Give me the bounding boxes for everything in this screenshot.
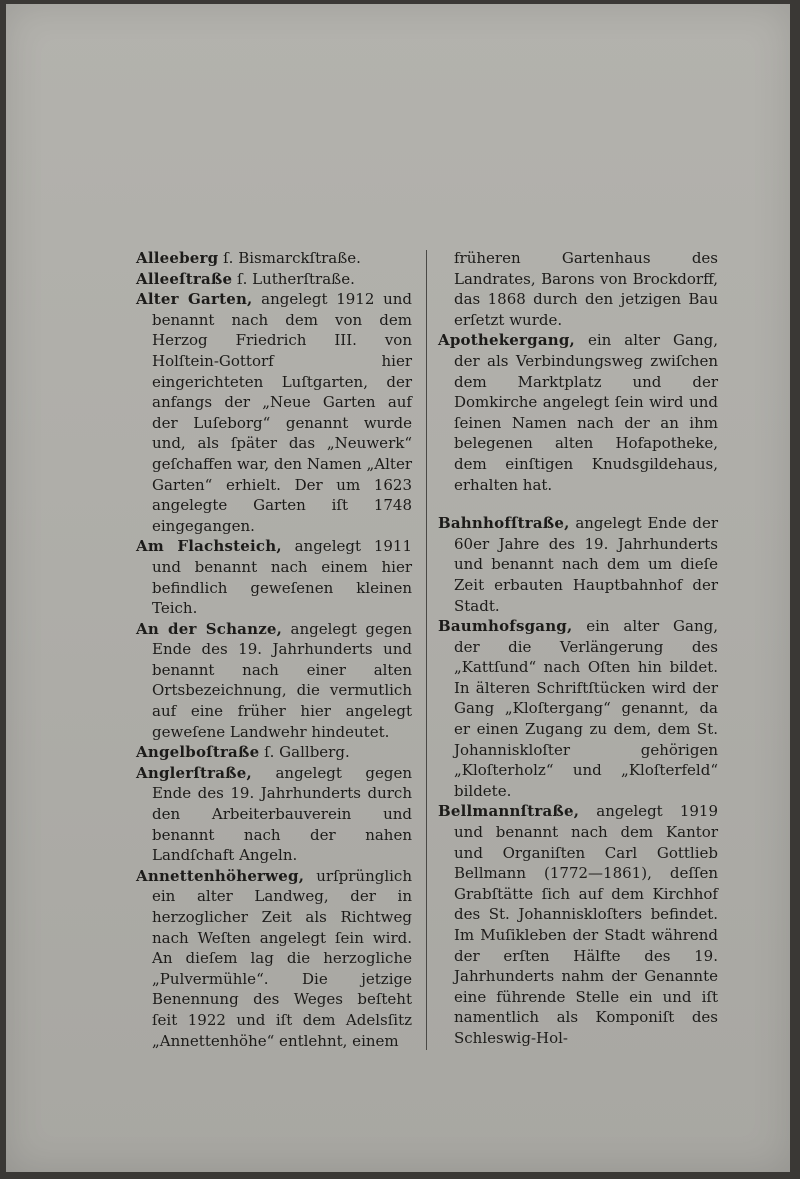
- entry-term: Alter Garten,: [136, 290, 253, 309]
- entry-annettenhoeherweg: [136, 866, 412, 1051]
- entry-text: ſ. Lutherſtraße.: [232, 269, 355, 288]
- entry-term: Anglerſtraße,: [136, 763, 252, 782]
- entry-text: urſprünglich ein alter Landweg, der in herzoglicher Zeit als Richtweg nach Weſten angelegt ſein wird. An dieſem lag die herzogliche „Pulvermühle“. Die jetzige Benennung des Weges beſteht ſeit 1922 und iſt dem Adelsſitz „Annettenhöhe“ entlehnt, einem: [152, 866, 412, 1050]
- entry-am-flachsteich: [136, 536, 412, 618]
- entry-term: Baumhofsgang,: [438, 617, 573, 636]
- entry-bahnhofstrasse: [438, 513, 718, 616]
- entry-baumhofsgang: [438, 616, 718, 801]
- entry-alter-garten: [136, 289, 412, 536]
- entry-term: An der Schanze,: [136, 619, 283, 638]
- entry-term: Apothekergang,: [438, 331, 575, 350]
- entry-text: angelegt Ende der 60er Jahre des 19. Jahrhunderts und benannt nach dem um dieſe Zeit erbauten Hauptbahnhof der Stadt.: [454, 514, 718, 615]
- entry-angelbostrasse: [136, 742, 412, 763]
- entry-term: Am Flachsteich,: [136, 537, 282, 556]
- entry-text: ſ. Gallberg.: [259, 743, 350, 762]
- entry-text: angelegt 1911 und benannt nach einem hier befindlich geweſenen kleinen Teich.: [152, 537, 412, 618]
- book-page: [6, 4, 790, 1172]
- entry-bellmannstrasse: [438, 801, 718, 1048]
- entry-text: ſ. Bismarckſtraße.: [218, 249, 361, 267]
- column-divider: [426, 250, 427, 1050]
- entry-text: ein alter Gang, der die Verlängerung des „Kattſund“ nach Oſten hin bildet. In älteren Schriftſtücken wird der Gang „Kloſtergang“ genannt, da er einen Zugang zu dem, dem St. Johanniskloſter gehörigen „Kloſterholz“ und „Kloſterfeld“ bildete.: [454, 617, 718, 800]
- entry-text: früheren Gartenhaus des Landrates, Barons von Brockdorff, das 1868 durch den jetzigen Bau erſetzt wurde.: [454, 249, 718, 329]
- entry-term: Annettenhöherweg,: [136, 866, 305, 885]
- entry-text: ein alter Gang, der als Verbindungsweg zwiſchen dem Marktplatz und der Domkirche angelegt ſein wird und ſeinen Namen nach der an ihm belegenen alten Hofapotheke, dem einſtigen Knudsgildehaus, erhalten hat.: [454, 331, 718, 494]
- entry-apothekergang: [438, 330, 718, 495]
- entry-continuation: [438, 248, 718, 330]
- entry-alleestrasse: [136, 269, 412, 290]
- entry-an-der-schanze: [136, 619, 412, 743]
- entry-text: angelegt gegen Ende des 19. Jahrhunderts und benannt nach einer alten Ortsbezeichnung, die vermutlich auf eine früher hier angelegt geweſene Landwehr hindeutet.: [152, 619, 412, 741]
- entry-alleeberg: [136, 248, 412, 269]
- entry-text: angelegt 1912 und benannt nach dem von dem Herzog Friedrich III. von Holſtein-Gottorf hier eingerichteten Luſtgarten, der anfangs der „Neue Garten auf der Luſeborg“ genannt wurde und, als ſpäter das „Neuwerk“ geſchaffen war, den Namen „Alter Garten“ erhielt. Der um 1623 angelegte Garten iſt 1748 eingegangen.: [152, 290, 412, 535]
- entry-anglerstrasse: [136, 763, 412, 866]
- entry-text: angelegt gegen Ende des 19. Jahrhunderts durch den Arbeiterbauverein und benannt nach der nahen Landſchaft Angeln.: [152, 763, 412, 865]
- entry-term: Alleeſtraße: [136, 269, 233, 288]
- entry-term: Bahnhofſtraße,: [438, 514, 570, 533]
- entry-term: Bellmannſtraße,: [438, 802, 580, 821]
- entry-text: angelegt 1919 und benannt nach dem Kantor und Organiſten Carl Gottlieb Bellmann (1772—1861), deſſen Grabſtätte ſich auf dem Kirchhof des St. Johanniskloſters befindet. Im Muſikleben der Stadt während der erſten Hälfte des 19. Jahrhunderts nahm der Genannte eine führende Stelle ein und iſt namentlich als Komponiſt des Schleswig-Hol-: [454, 802, 718, 1047]
- entry-term: Angelboſtraße: [136, 743, 260, 762]
- right-column: [438, 248, 718, 1049]
- entry-term: Alleeberg: [136, 249, 219, 267]
- left-column: [136, 248, 412, 1051]
